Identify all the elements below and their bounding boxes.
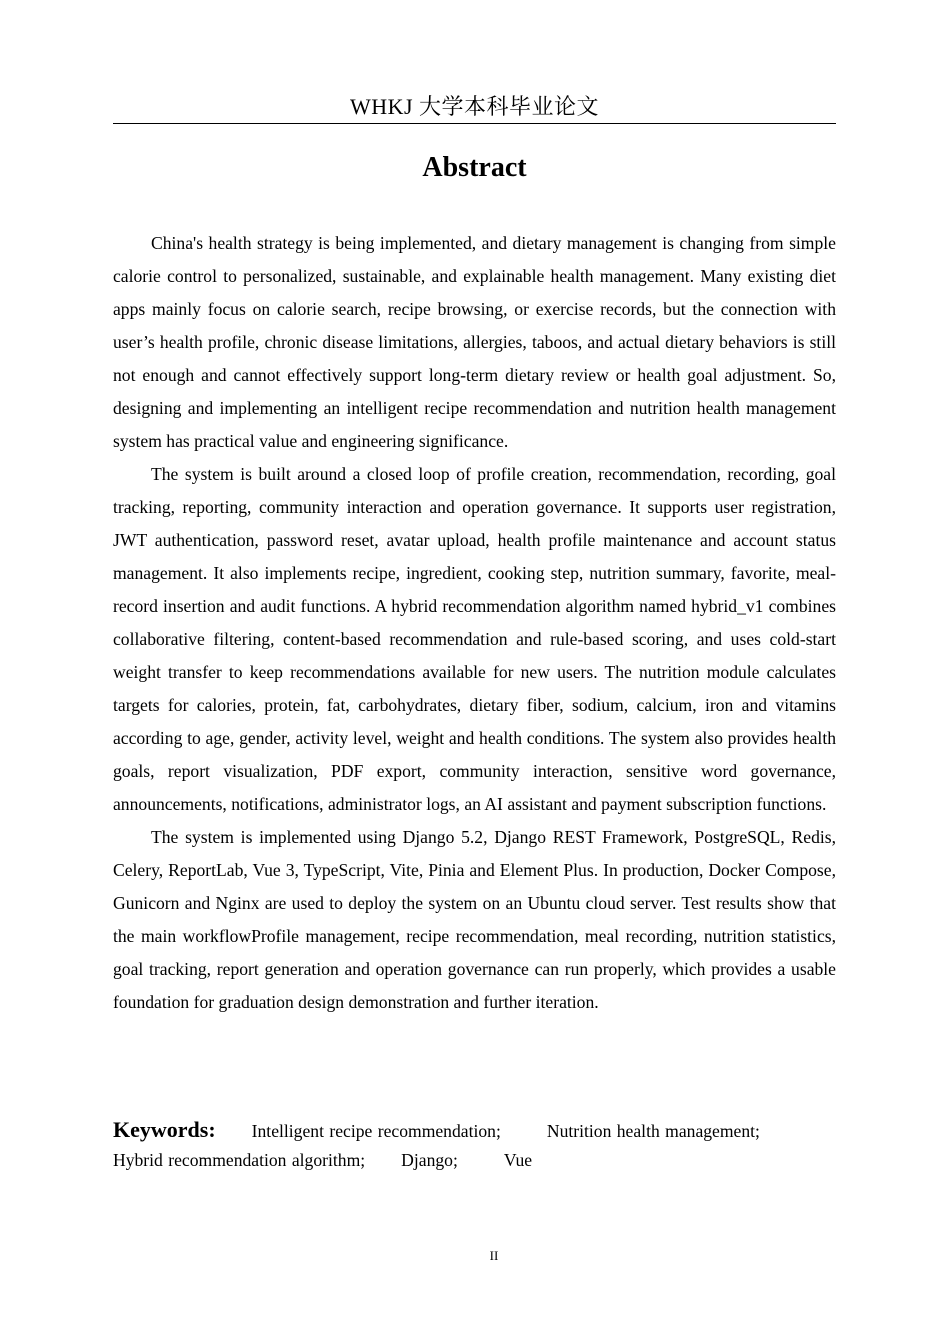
keyword-item: Intelligent recipe recommendation; [251,1121,501,1141]
page-number: II [489,1248,499,1263]
abstract-paragraph: The system is built around a closed loop of profile creation, recommendation, recording, goal tracking, reporting, community interaction and operation governance. It supports user registration, JWT authentication, password reset, avatar upload, health profile maintenance and account status management. It also implements recipe, ingredient, cooking step, nutrition summary, favorite, meal-record insertion and audit functions. A hybrid recommendation algorithm named hybrid_v1 combines collaborative filtering, content-based recommendation and rule-based scoring, and uses cold-start weight transfer to keep recommendations available for new users. The nutrition module calculates targets for calories, protein, fat, carbohydrates, dietary fiber, sodium, calcium, iron and vitamins according to age, gender, activity level, weight and health conditions. The system also provides health goals, report visualization, PDF export, community interaction, sensitive word governance, announcements, notifications, administrator logs, an AI assistant and payment subscription functions. [113,464,836,814]
abstract-paragraph: The system is implemented using Django 5.2, Django REST Framework, PostgreSQL, Redis, Celery, ReportLab, Vue 3, TypeScript, Vite, Pinia and Element Plus. In production, Docker Compose, Gunicorn and Nginx are used to deploy the system on an Ubuntu cloud server. Test results show that the main workflowProfile management, recipe recommendation, meal recording, nutrition statistics, goal tracking, report generation and operation governance can run properly, which provides a usable foundation for graduation design demonstration and further iteration. [113,827,836,1012]
keyword-item: Nutrition health management; [546,1121,760,1141]
abstract-title: Abstract [422,152,527,183]
keywords-label: Keywords: [113,1117,216,1142]
keyword-item: Vue [503,1150,533,1170]
keyword-item: Django; [401,1150,458,1170]
abstract-body [113,227,836,1019]
header-rule [113,123,836,124]
running-header: WHKJ 大学本科毕业论文 [349,94,600,119]
keyword-item: Hybrid recommendation algorithm; [113,1150,366,1170]
abstract-paragraph: China's health strategy is being implemented, and dietary management is changing from simple calorie control to personalized, sustainable, and explainable health management. Many existing diet apps mainly focus on calorie search, recipe browsing, or exercise records, but the connection with user’s health profile, chronic disease limitations, allergies, taboos, and actual dietary behaviors is still not enough and cannot effectively support long-term dietary review or health goal adjustment. So, designing and implementing an intelligent recipe recommendation and nutrition health management system has practical value and engineering significance. [113,233,836,451]
keywords-section [113,1115,836,1175]
